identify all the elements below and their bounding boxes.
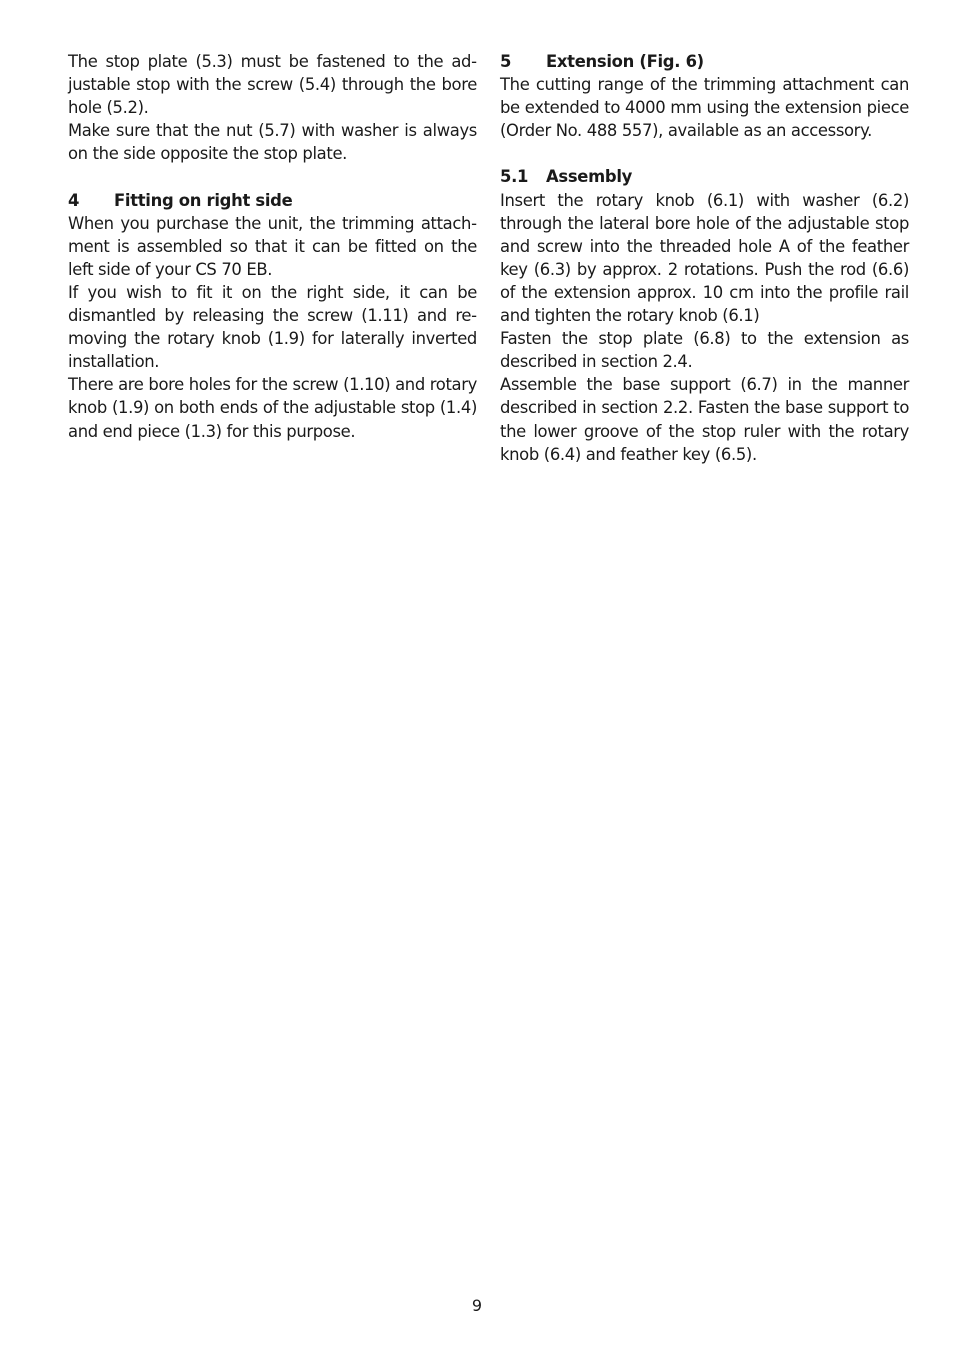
- left-column: [68, 50, 477, 443]
- section-5-1-title: Assembly: [546, 167, 633, 187]
- section-5-1-heading: [500, 165, 909, 188]
- section-4-paragraph-2: If you wish to fit it on the right side, it can be dismantled by releasing the screw (1.11) and removing the rotary knob (1.9) for laterally inverted installation.: [68, 282, 477, 372]
- section-4-number: 4: [68, 190, 80, 210]
- section-5-title: Extension (Fig. 6): [546, 52, 704, 71]
- section-5-1-paragraph-1: Insert the rotary knob (6.1) with washer (6.2) through the lateral bore hole of the adjustable stop and screw into the threaded hole A of the feather key (6.3) by approx. 2 rotations. Push the rod (6.6) of the extension approx. 10 cm into the profile rail and tighten the rotary knob (6.1): [500, 190, 909, 326]
- page-number: 9: [471, 1296, 483, 1315]
- section-5-heading: [500, 50, 909, 73]
- spacer: [500, 142, 909, 165]
- section-5-number: 5: [500, 52, 512, 71]
- section-5-1-paragraph-3: Assemble the base support (6.7) in the manner described in section 2.2. Fasten the base support to the lower groove of the stop ruler with the rotary knob (6.4) and feather key (6.5).: [500, 375, 909, 464]
- section-4-paragraph-3: There are bore holes for the screw (1.10) and rotary knob (1.9) on both ends of the adjustable stop (1.4) and end piece (1.3) for this purpose.: [68, 375, 477, 441]
- section-5-paragraph-1: The cutting range of the trimming attachment can be extended to 4000 mm using the extension piece (Order No. 488 557), available as an accessory.: [500, 75, 909, 141]
- section-4-paragraph-1: When you purchase the unit, the trimming attachment is assembled so that it can be fitted on the left side of your CS 70 EB.: [68, 213, 477, 279]
- section-4-heading: [68, 189, 477, 212]
- section-4-title: Fitting on right side: [114, 190, 293, 210]
- intro-paragraph-2: Make sure that the nut (5.7) with washer is always on the side opposite the stop plate.: [68, 121, 477, 164]
- intro-paragraph-1: The stop plate (5.3) must be fastened to the adjustable stop with the screw (5.4) through the bore hole (5.2).: [68, 52, 477, 118]
- right-column: [500, 50, 909, 466]
- section-5-1-number: 5.1: [500, 167, 529, 187]
- section-5-1-paragraph-2: Fasten the stop plate (6.8) to the extension as described in section 2.4.: [500, 329, 909, 372]
- spacer: [68, 165, 477, 188]
